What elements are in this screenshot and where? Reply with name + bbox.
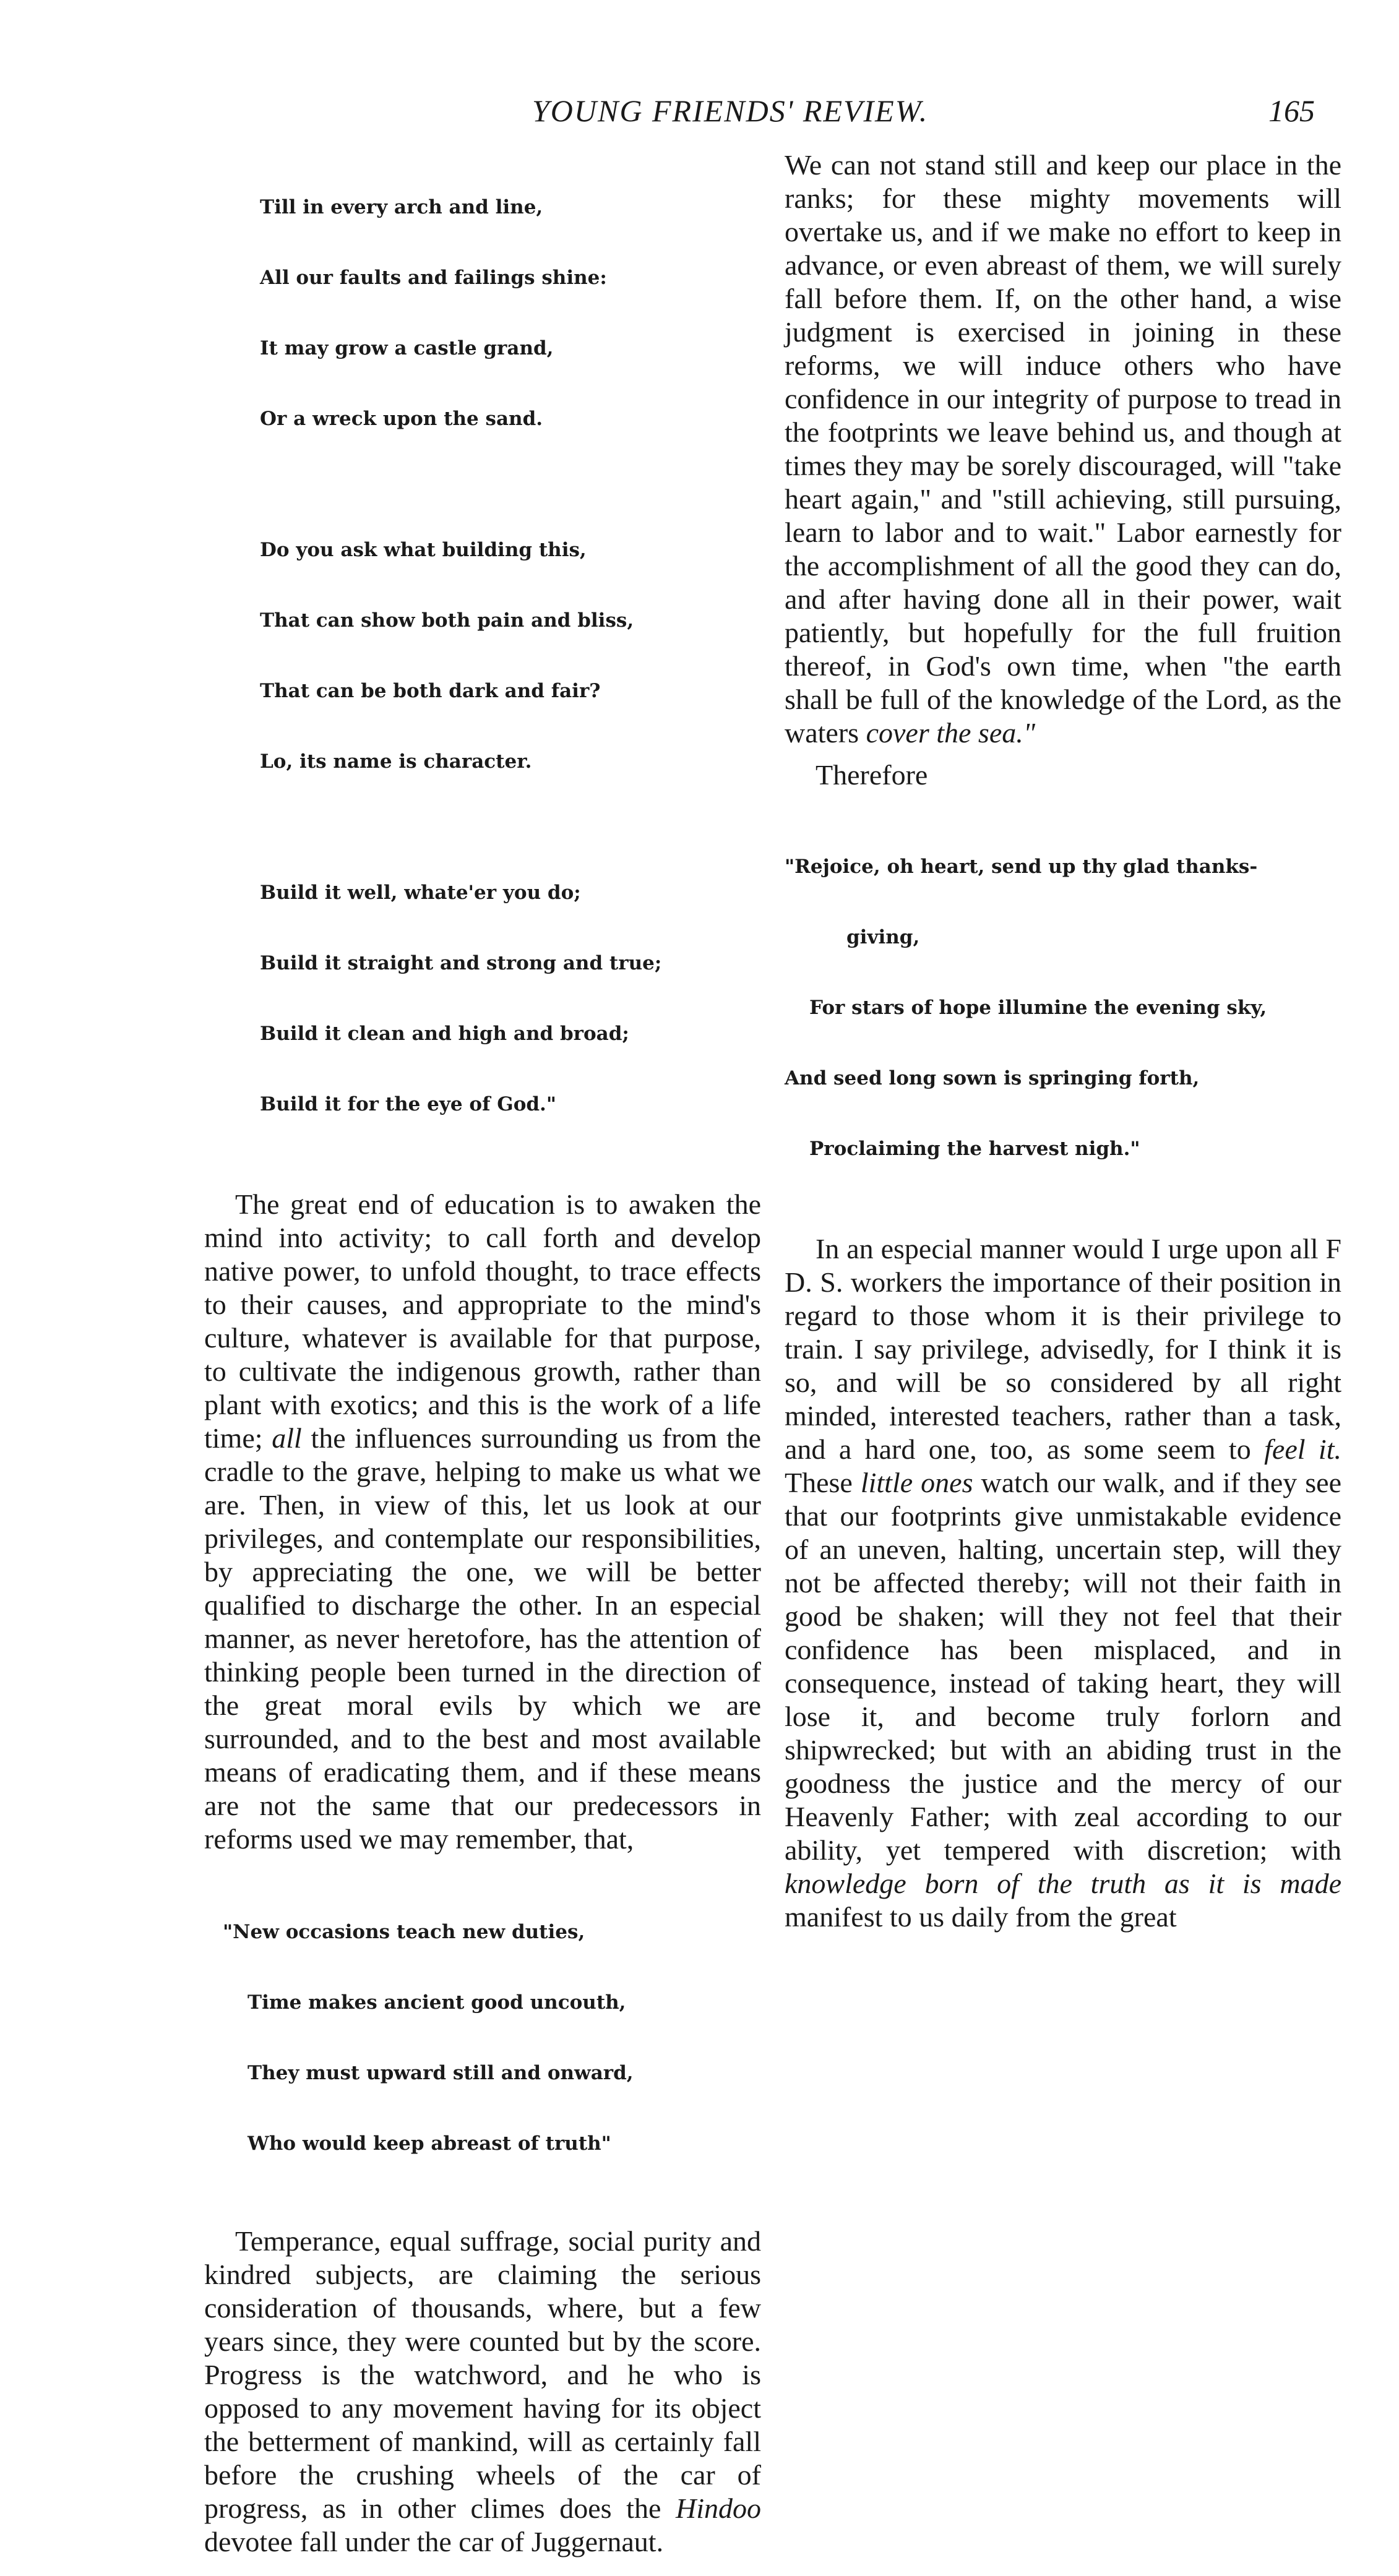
paragraph-text: The great end of education is to awaken the mind into activity; to call forth and develop native power, to unfold thought, to trace effects to their causes, and appropriate to the mind's culture, whatever is available for that purpose, to cultivate the indigenous growth, rather than plant with exotics; and this is the work of a life time; (204, 1188, 761, 1454)
poem-line: Proclaiming the harvest nigh." (809, 1138, 1140, 1160)
poem-line: That can show both pain and bliss, (260, 609, 634, 632)
poem-line: Do you ask what building this, (260, 539, 587, 561)
poem-line: It may grow a castle grand, (260, 337, 554, 359)
poem-line: "Rejoice, oh heart, send up thy glad thanks- (785, 856, 1258, 878)
paragraph-education (204, 1188, 761, 1856)
right-column (785, 148, 1341, 1951)
paragraph-text: watch our walk, and if they see that our footprints give unmistakable evidence of an uneven, halting, uncertain step, will they not be affected thereby; will not their faith in good be shaken; will they not feel that their confidence has been misplaced, and in consequence, instead of taking heart, they will lose it, and become truly forlorn and shipwrecked; but with an abiding trust in the goodness the justice and the mercy of our Heavenly Father; with zeal according to our ability, yet tempered with discretion; with (785, 1467, 1341, 1866)
paragraph-fds-workers (785, 1232, 1341, 1934)
poem-line: Who would keep abreast of truth" (248, 2132, 611, 2155)
poem-line: And seed long sown is springing forth, (785, 1067, 1200, 1089)
paragraph-text: These (785, 1467, 853, 1498)
therefore-line: Therefore (816, 759, 928, 791)
left-column (204, 148, 761, 2576)
paragraph-text: Temperance, equal suffrage, social purity and kindred subjects, are claiming the serious consideration of thousands, where, but a few years since, they were counted but by the score. Progress is the watchword, and he who is opposed to any movement having for its object the betterment of mankind, will as certainly fall before the crushing wheels of the car of progress, as in other climes does the (204, 2225, 761, 2524)
poem-line: giving, (846, 926, 920, 948)
poem-line: Build it straight and strong and true; (260, 952, 662, 974)
page-number: 165 (1268, 93, 1315, 128)
paragraph-temperance (204, 2225, 761, 2559)
poem-stanza-5 (785, 808, 1341, 1208)
emphasis-text: Hindoo (676, 2492, 762, 2524)
poem-line: For stars of hope illumine the evening sky, (809, 997, 1267, 1019)
running-head-title: YOUNG FRIENDS' REVIEW. (532, 93, 929, 128)
poem-stanza-4 (204, 1873, 761, 2202)
emphasis-text: all (272, 1422, 302, 1454)
poem-stanza-3 (204, 834, 761, 1163)
poem-line: They must upward still and onward, (248, 2062, 634, 2084)
paragraph-reforms (785, 148, 1341, 750)
poem-line: Build it clean and high and broad; (260, 1023, 629, 1045)
poem-line: Lo, its name is character. (260, 750, 532, 773)
paragraph-text: We can not stand still and keep our place in the ranks; for these mighty movements will overtake us, and if we make no effort to keep in advance, or even abreast of them, we will surely fall before them. If, on the other hand, a wise judgment is exercised in joining in these reforms, we will induce others who have confidence in our integrity of purpose to tread in the footprints we leave behind us, and though at times they may be sorely discouraged, will "take heart again," and "still achieving, still pursuing, learn to labor and to wait." Labor earnestly for the accomplishment of all the good they can do, and after having done all in their power, wait patiently, but hopefully for the full fruition thereof, in God's own time, when "the earth shall be full of the knowledge of the Lord, as the waters (785, 149, 1341, 749)
poem-line: Build it for the eye of God." (260, 1093, 556, 1115)
poem-line: That can be both dark and fair? (260, 680, 601, 702)
paragraph-text: In an especial manner would I urge upon all F D. S. workers the importance of their position in regard to those whom it is their privilege to train. I say privilege, advisedly, for I think it is so, and will be so considered by all right minded, interested teachers, rather than a task, and a hard one, too, as some seem to (785, 1233, 1341, 1465)
paragraph-text: devotee fall under the car of Juggernaut. (204, 2526, 664, 2557)
emphasis-text: knowledge born of the truth as it is made (785, 1868, 1341, 1899)
poem-line: Build it well, whate'er you do; (260, 882, 581, 904)
poem-line: "New occasions teach new duties, (223, 1921, 585, 1943)
emphasis-text: cover the sea." (866, 717, 1036, 749)
poem-line: All our faults and failings shine: (260, 267, 607, 289)
poem-stanza-2 (204, 491, 761, 820)
emphasis-text: feel it. (1264, 1433, 1341, 1465)
paragraph-text: manifest to us daily from the great (785, 1901, 1177, 1933)
emphasis-text: little ones (860, 1467, 973, 1498)
poem-line: Till in every arch and line, (260, 196, 543, 218)
paragraph-text: the influences surrounding us from the cradle to the grave, helping to make us what we are. Then, in view of this, let us look at our privileges, and contemplate our responsibilities, by appreciating the one, we will be better qualified to discharge the other. In an especial manner, as never heretofore, has the attention of thinking people been turned in the direction of the great moral evils by which we are surrounded, and to the best and most available means of eradicating them, and if these means are not the same that our predecessors in reforms used we may remember, that, (204, 1422, 762, 1855)
poem-line: Or a wreck upon the sand. (260, 408, 543, 430)
poem-line: Time makes ancient good uncouth, (248, 1991, 626, 2014)
poem-stanza-1 (204, 148, 761, 478)
